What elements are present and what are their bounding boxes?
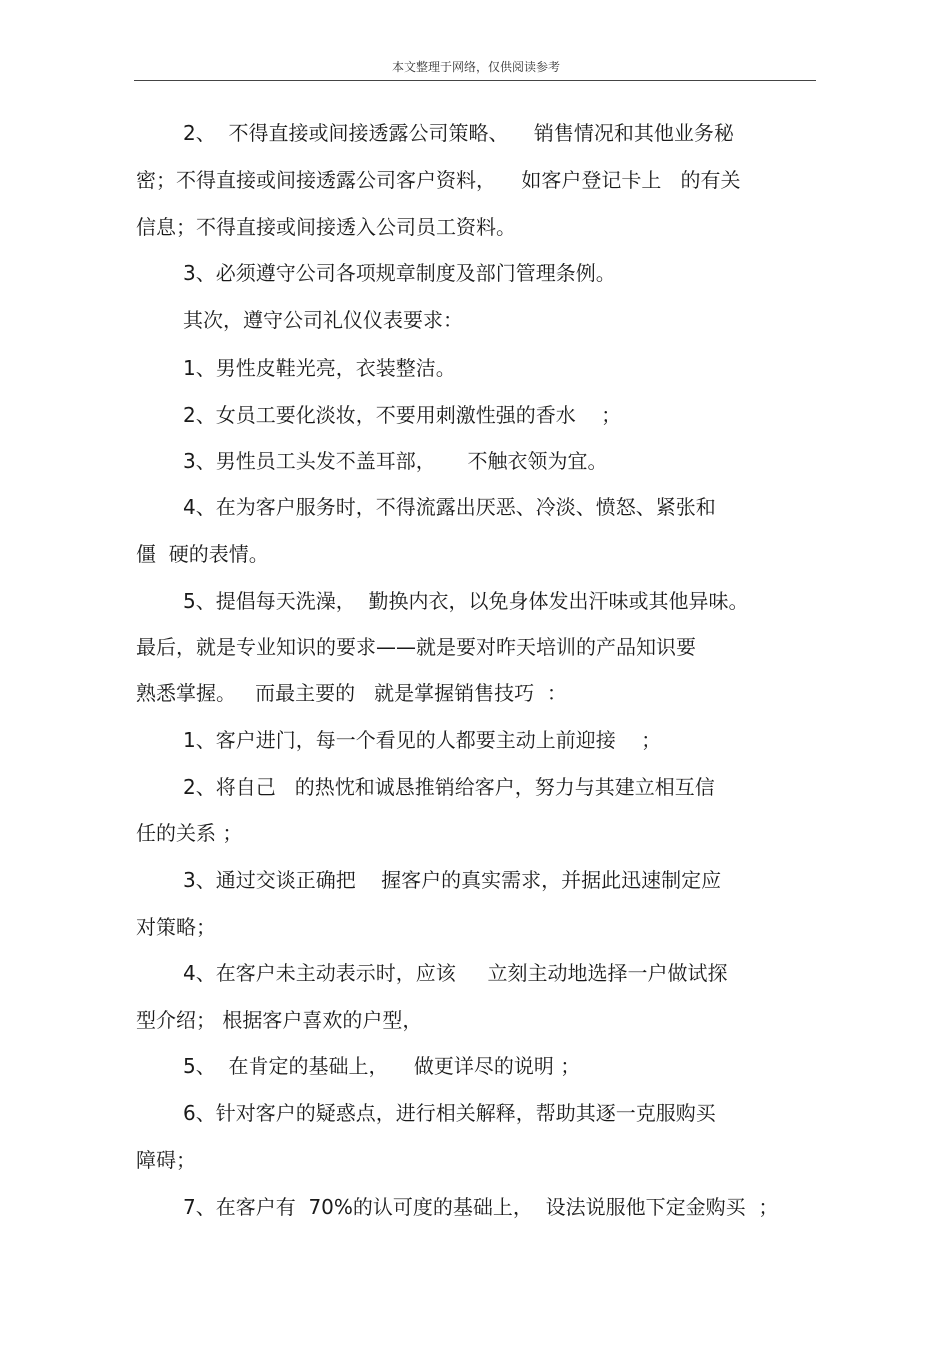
paragraph-line: 2、 不得直接或间接透露公司策略、 销售情况和其他业务秘 [183, 121, 734, 145]
paragraph-line: 7、在客户有 70%的认可度的基础上， 设法说服他下定金购买 ； [183, 1195, 779, 1219]
paragraph-line: 其次，遵守公司礼仪仪表要求： [183, 308, 463, 332]
paragraph-line: 熟悉掌握。 而最主要的 就是掌握销售技巧 ： [136, 681, 567, 705]
paragraph-line: 障碍； [136, 1148, 196, 1172]
paragraph-line: 2、将自己 的热忱和诚恳推销给客户，努力与其建立相互信 [183, 775, 715, 799]
paragraph-line: 密；不得直接或间接透露公司客户资料， 如客户登记卡上 的有关 [136, 168, 741, 192]
paragraph-line: 信息；不得直接或间接透入公司员工资料。 [136, 215, 516, 239]
paragraph-line: 5、 在肯定的基础上， 做更详尽的说明 ； [183, 1054, 581, 1078]
paragraph-line: 最后，就是专业知识的要求——就是要对昨天培训的产品知识要 [136, 635, 696, 659]
header-divider [134, 80, 816, 81]
paragraph-line: 1、男性皮鞋光亮，衣装整洁。 [183, 356, 456, 380]
paragraph-line: 3、男性员工头发不盖耳部， 不触衣领为宜。 [183, 449, 608, 473]
paragraph-line: 5、提倡每天洗澡， 勤换内衣，以免身体发出汗味或其他异味。 [183, 589, 749, 613]
page-header: 本文整理于网络，仅供阅读参考 [391, 60, 560, 74]
paragraph-line: 任的关系 ； [136, 821, 243, 845]
paragraph-line: 型介绍； 根据客户喜欢的户型， [136, 1008, 423, 1032]
paragraph-line: 3、通过交谈正确把 握客户的真实需求，并据此迅速制定应 [183, 868, 722, 892]
paragraph-line: 对策略； [136, 915, 216, 939]
paragraph-line: 僵 硬的表情。 [136, 542, 269, 566]
paragraph-line: 4、在客户未主动表示时，应该 立刻主动地选择一户做试探 [183, 961, 728, 985]
paragraph-line: 6、针对客户的疑惑点，进行相关解释，帮助其逐一克服购买 [183, 1101, 716, 1125]
paragraph-line: 2、女员工要化淡妆，不要用刺激性强的香水 ； [183, 403, 622, 427]
paragraph-line: 1、客户进门，每一个看见的人都要主动上前迎接 ； [183, 728, 662, 752]
paragraph-line: 3、必须遵守公司各项规章制度及部门管理条例。 [183, 261, 616, 285]
paragraph-line: 4、在为客户服务时，不得流露出厌恶、冷淡、愤怒、紧张和 [183, 495, 716, 519]
